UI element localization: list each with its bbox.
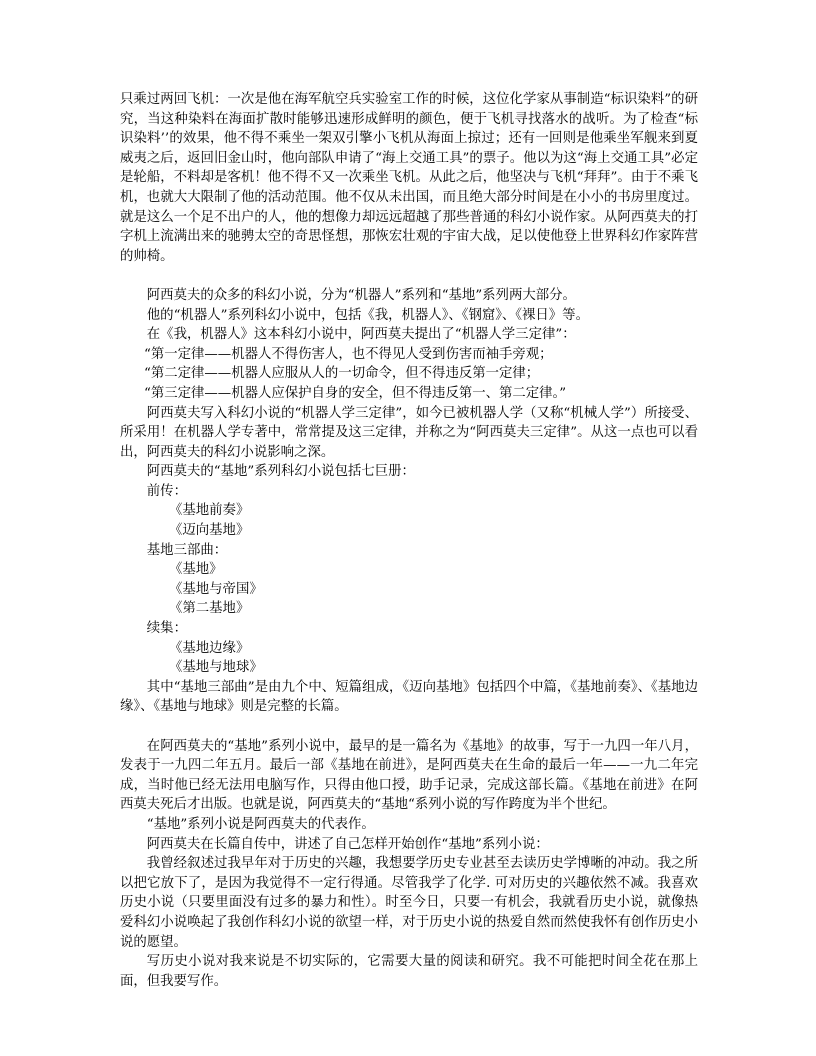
paragraph-three-laws-intro: 在《我，机器人》这本科幻小说中，阿西莫夫提出了“机器人学三定律”： (146, 327, 576, 343)
prequel-label: 前传： (146, 483, 187, 499)
book-title: 《基地边缘》 (169, 640, 250, 656)
trilogy-label: 基地三部曲： (146, 542, 228, 558)
book-title: 《基地》 (169, 562, 223, 578)
paragraph-autobiography-intro: 阿西莫夫在长篇自传中，讲述了自己怎样开始创作“基地”系列小说： (146, 836, 549, 852)
book-title: 《基地与地球》 (169, 660, 263, 676)
book-title: 《迈向基地》 (169, 523, 250, 539)
law-second: “第二定律——机器人应服从人的一切命令，但不得违反第一定律； (144, 366, 540, 382)
document-page (120, 90, 698, 991)
book-title: 《基地与帝国》 (169, 581, 263, 597)
paragraph-series-overview: 阿西莫夫的众多的科幻小说，分为“机器人”系列和“基地”系列两大部分。 (146, 287, 576, 303)
paragraph-trilogy-composition: 其中“基地三部曲”是由九个中、短篇组成，《迈向基地》包括四个中篇，《基地前奏》、《基地边缘》、《基地与地球》则是完整的长篇。 (120, 679, 698, 715)
paragraph-airplanes: 只乘过两回飞机：一次是他在海军航空兵实验室工作的时候，这位化学家从事制造“标识染料”的研究，当这种染料在海面扩散时能够迅速形成鲜明的颜色，便于飞机寻找落水的战听。为了检查“标识染料’’的效果，他不得不乘坐一架双引擎小飞机从海面上掠过；还有一回则是他乘坐军舰来到夏威夷之后，返回旧金山时，他向部队申请了“海上交通工具”的票子。他以为这“海上交通工具”必定是轮船，不料却是客机！他不得不又一次乘坐飞机。从此之后，他坚决与飞机“拜拜”。由于不乘飞机，也就大大限制了他的活动范围。他不仅从未出国，而且绝大部分时间是在小小的书房里度过。就是这么一个足不出户的人，他的想像力却远远超越了那些普通的科幻小说作家。从阿西莫夫的打字机上流满出来的驰骋太空的奇思怪想，那恢宏壮观的宇宙大战，足以使他登上世界科幻作家阵营的帅椅。 (120, 92, 698, 264)
book-title: 《基地前奏》 (169, 503, 250, 519)
paragraph-masterpiece: “基地”系列小说是阿西莫夫的代表作。 (146, 816, 375, 832)
book-title: 《第二基地》 (169, 601, 250, 617)
law-third: “第三定律——机器人应保护自身的安全，但不得违反第一、第二定律。” (144, 385, 567, 401)
paragraph-foundation-seven: 阿西莫夫的“基地”系列科幻小说包括七巨册： (146, 464, 415, 480)
paragraph-history-interest: 我曾经叙述过我早年对于历史的兴趣，我想要学历史专业甚至去读历史学博晰的冲动。我之所以把它放下了，是因为我觉得不一定行得通。尽管我学了化学. 可对历史的兴趣依然不减。我喜欢历史小说（只要里面没有过多的暴力和性）。时至今日，只要一有机会，我就看历史小说，就像热爱科幻小说唤起了我创作科幻小说的欲望一样，对于历史小说的热爱自然而然使我怀有创作历史小说的愿望。 (120, 856, 698, 950)
sequel-label: 续集： (146, 621, 187, 637)
paragraph-writing-history: 写历史小说对我来说是不切实际的，它需要大量的阅读和研究。我不可能把时间全花在那上面，但我要写作。 (120, 954, 698, 989)
paragraph-gap (120, 266, 698, 286)
paragraph-foundation-timeline: 在阿西莫夫的“基地”系列小说中，最早的是一篇名为《基地》的故事，写于一九四一年八月，发表于一九四二年五月。最后一部《基地在前进》，是阿西莫夫在生命的最后一年——一九二年完成，当时他已经无法用电脑写作，只得由他口授，助手记录，完成这部长篇。《基地在前进》在阿西莫夫死后才出版。也就是说，阿西莫夫的“基地“系列小说的写作跨度为半个世纪。 (120, 738, 698, 813)
paragraph-three-laws-influence: 阿西莫夫写入科幻小说的“机器人学三定律”，如今已被机器人学（又称“机械人学”）所接受、所采用！在机器人学专著中，常常提及这三定律，并称之为“阿西莫夫三定律”。从这一点也可以看出，阿西莫夫的科幻小说影响之深。 (120, 405, 698, 460)
paragraph-robot-series: 他的“机器人”系列科幻小说中，包括《我，机器人》、《钢窟》、《裸日》等。 (146, 307, 589, 323)
paragraph-gap (120, 717, 698, 737)
law-first: “第一定律——机器人不得伤害人，也不得见人受到伤害而袖手旁观； (144, 346, 553, 362)
